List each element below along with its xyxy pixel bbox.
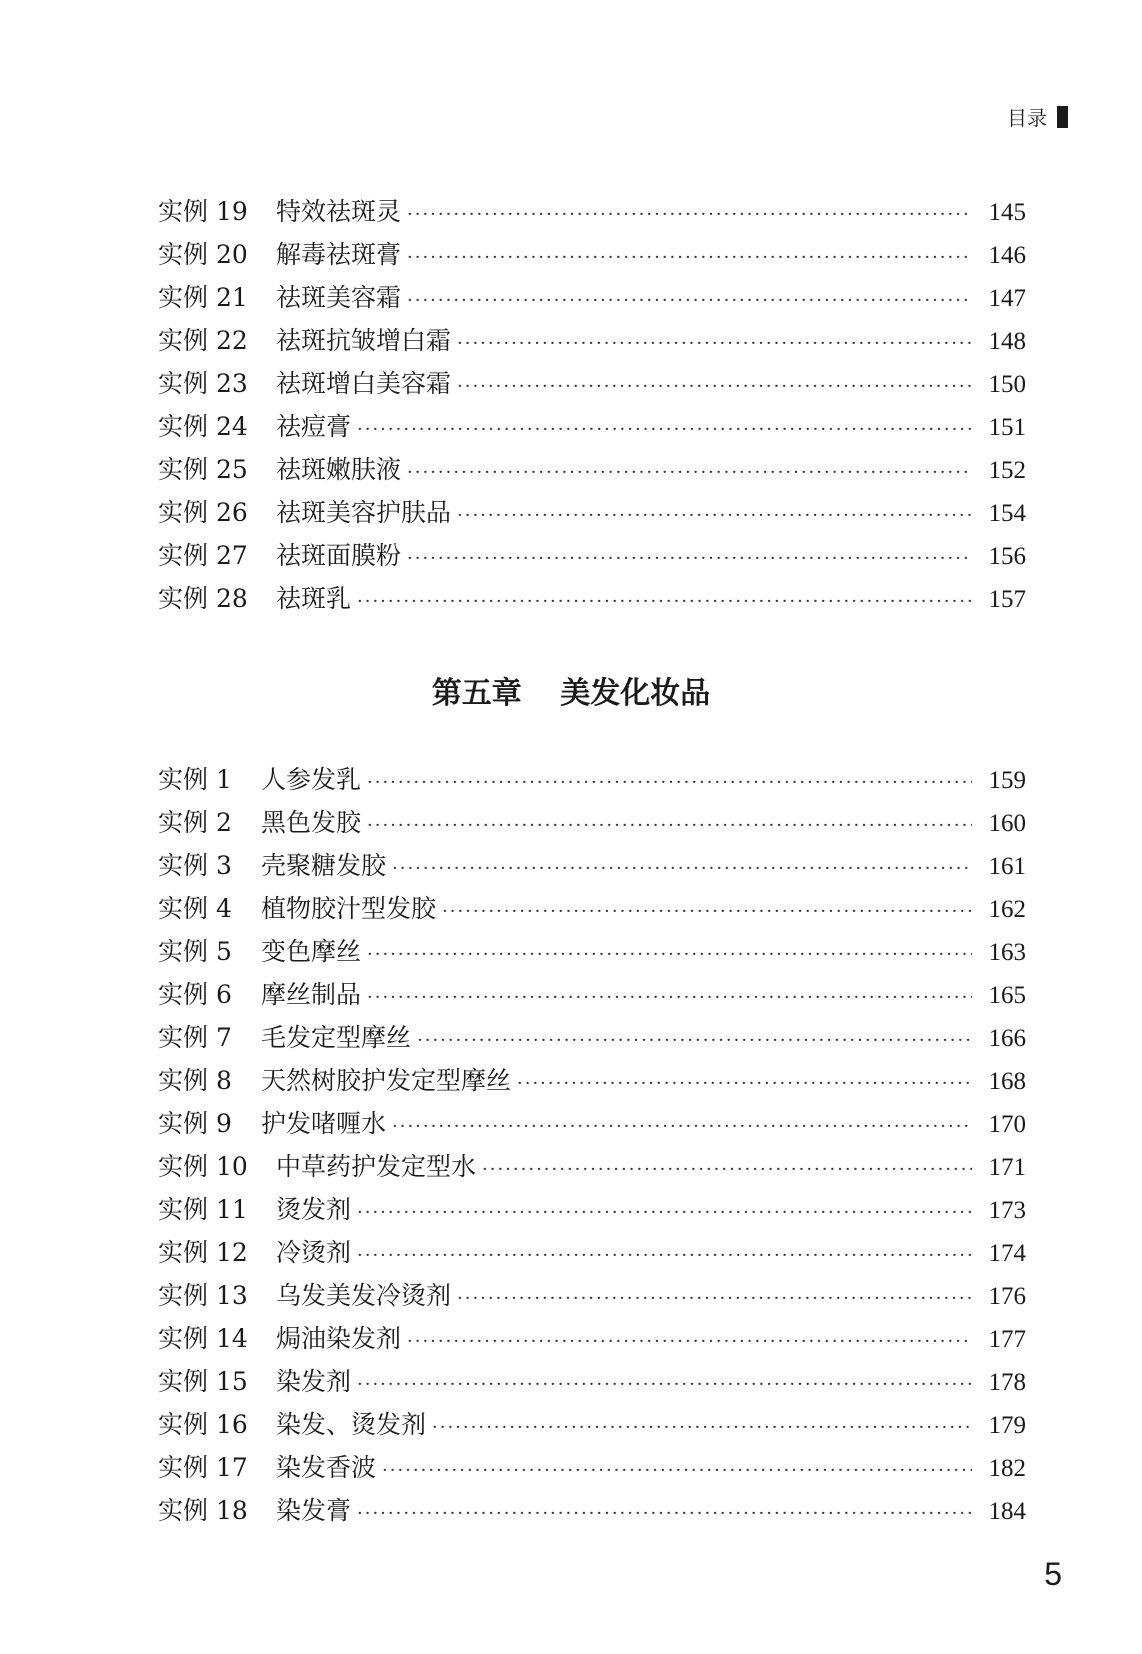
toc-entry[interactable] <box>158 364 1026 407</box>
dot-leader <box>357 1202 972 1223</box>
dot-leader <box>407 204 972 225</box>
entry-number: 实例 8 <box>158 1066 232 1095</box>
entry-title: 毛发定型摩丝 <box>261 1023 412 1052</box>
toc-entry[interactable] <box>158 803 1026 846</box>
dot-leader <box>392 1116 972 1137</box>
entry-number: 实例 15 <box>158 1367 248 1396</box>
dot-leader <box>457 505 972 526</box>
toc-entry[interactable] <box>158 1362 1026 1405</box>
toc-entry[interactable] <box>158 579 1026 622</box>
entry-title: 黑色发胶 <box>261 808 362 837</box>
entry-title: 祛斑美容护肤品 <box>276 498 452 527</box>
entry-page: 162 <box>988 896 1026 923</box>
entry-number: 实例 20 <box>158 240 248 269</box>
toc-entry[interactable] <box>158 321 1026 364</box>
dot-leader <box>357 419 972 440</box>
page-number: 5 <box>1044 1556 1062 1592</box>
dot-leader <box>382 1460 972 1481</box>
running-head <box>1007 102 1068 131</box>
dot-leader <box>367 772 972 793</box>
toc-entry[interactable] <box>158 760 1026 803</box>
entry-page: 163 <box>988 939 1026 966</box>
entry-page: 178 <box>988 1369 1026 1396</box>
toc-entry[interactable] <box>158 192 1026 235</box>
entry-number: 实例 28 <box>158 584 248 613</box>
entry-number: 实例 23 <box>158 369 248 398</box>
entry-number: 实例 18 <box>158 1496 248 1525</box>
entry-page: 173 <box>988 1197 1026 1224</box>
entry-page: 176 <box>988 1283 1026 1310</box>
toc-entry[interactable] <box>158 235 1026 278</box>
entry-page: 154 <box>988 500 1026 527</box>
entry-number: 实例 22 <box>158 326 248 355</box>
entry-number: 实例 16 <box>158 1410 248 1439</box>
entry-page: 160 <box>988 810 1026 837</box>
toc-entry[interactable] <box>158 889 1026 932</box>
entry-number: 实例 4 <box>158 894 232 923</box>
dot-leader <box>517 1073 972 1094</box>
entry-number: 实例 21 <box>158 283 248 312</box>
entry-page: 150 <box>988 371 1026 398</box>
entry-title: 天然树胶护发定型摩丝 <box>261 1066 512 1095</box>
entry-title: 特效祛斑灵 <box>276 197 402 226</box>
running-head-text: 目录 <box>1007 106 1047 130</box>
dot-leader <box>367 815 972 836</box>
entry-number: 实例 25 <box>158 455 248 484</box>
entry-title: 护发啫喱水 <box>261 1109 387 1138</box>
entry-number: 实例 13 <box>158 1281 248 1310</box>
toc-entry[interactable] <box>158 846 1026 889</box>
entry-title: 变色摩丝 <box>261 937 362 966</box>
entry-number: 实例 3 <box>158 851 232 880</box>
entry-title: 染发香波 <box>276 1453 377 1482</box>
entry-number: 实例 24 <box>158 412 248 441</box>
dot-leader <box>357 1374 972 1395</box>
dot-leader <box>457 376 972 397</box>
toc-entry[interactable] <box>158 407 1026 450</box>
running-head-marker <box>1057 106 1068 128</box>
entry-page: 174 <box>988 1240 1026 1267</box>
dot-leader <box>392 858 972 879</box>
entry-title: 摩丝制品 <box>261 980 362 1009</box>
entry-page: 156 <box>988 543 1026 570</box>
entry-number: 实例 14 <box>158 1324 248 1353</box>
toc-entry[interactable] <box>158 1448 1026 1491</box>
toc-entry[interactable] <box>158 1018 1026 1061</box>
toc-entry[interactable] <box>158 1405 1026 1448</box>
dot-leader <box>407 290 972 311</box>
toc-entry[interactable] <box>158 1147 1026 1190</box>
entry-title: 中草药护发定型水 <box>276 1152 477 1181</box>
entry-page: 168 <box>988 1068 1026 1095</box>
entry-title: 烫发剂 <box>276 1195 352 1224</box>
dot-leader <box>357 591 972 612</box>
entry-page: 151 <box>988 414 1026 441</box>
toc-entry[interactable] <box>158 1233 1026 1276</box>
entry-title: 植物胶汁型发胶 <box>261 894 437 923</box>
entry-title: 染发、烫发剂 <box>276 1410 427 1439</box>
dot-leader <box>407 548 972 569</box>
toc-entry[interactable] <box>158 1061 1026 1104</box>
entry-page: 159 <box>988 767 1026 794</box>
dot-leader <box>367 944 972 965</box>
entry-title: 解毒祛斑膏 <box>276 240 402 269</box>
entry-page: 147 <box>988 285 1026 312</box>
dot-leader <box>442 901 972 922</box>
entry-page: 157 <box>988 586 1026 613</box>
entry-page: 148 <box>988 328 1026 355</box>
entry-number: 实例 10 <box>158 1152 248 1181</box>
entry-number: 实例 12 <box>158 1238 248 1267</box>
dot-leader <box>407 462 972 483</box>
dot-leader <box>457 333 972 354</box>
entry-title: 祛斑嫩肤液 <box>276 455 402 484</box>
entry-page: 152 <box>988 457 1026 484</box>
entry-number: 实例 27 <box>158 541 248 570</box>
toc-entry[interactable] <box>158 1190 1026 1233</box>
chapter-title: 第五章 美发化妆品 <box>431 676 711 711</box>
dot-leader <box>357 1245 972 1266</box>
entry-title: 乌发美发冷烫剂 <box>276 1281 452 1310</box>
toc-list-chapter-5 <box>158 760 1026 1534</box>
entry-number: 实例 17 <box>158 1453 248 1482</box>
toc-entry[interactable] <box>158 932 1026 975</box>
entry-number: 实例 11 <box>158 1195 248 1224</box>
entry-page: 161 <box>988 853 1026 880</box>
entry-title: 人参发乳 <box>261 765 362 794</box>
toc-entry[interactable] <box>158 975 1026 1018</box>
entry-page: 171 <box>988 1154 1026 1181</box>
toc-entry[interactable] <box>158 1276 1026 1319</box>
entry-title: 祛斑美容霜 <box>276 283 402 312</box>
dot-leader <box>482 1159 972 1180</box>
dot-leader <box>407 1331 972 1352</box>
entry-title: 染发剂 <box>276 1367 352 1396</box>
entry-title: 冷烫剂 <box>276 1238 352 1267</box>
toc-list-continued <box>158 192 1026 622</box>
entry-number: 实例 7 <box>158 1023 232 1052</box>
entry-page: 179 <box>988 1412 1026 1439</box>
toc-entry[interactable] <box>158 1104 1026 1147</box>
dot-leader <box>407 247 972 268</box>
entry-title: 祛斑面膜粉 <box>276 541 402 570</box>
entry-page: 165 <box>988 982 1026 1009</box>
entry-number: 实例 26 <box>158 498 248 527</box>
entry-page: 145 <box>988 199 1026 226</box>
entry-number: 实例 19 <box>158 197 248 226</box>
dot-leader <box>357 1503 972 1524</box>
dot-leader <box>367 987 972 1008</box>
entry-page: 146 <box>988 242 1026 269</box>
dot-leader <box>432 1417 972 1438</box>
entry-title: 祛斑增白美容霜 <box>276 369 452 398</box>
toc-entry[interactable] <box>158 450 1026 493</box>
entry-number: 实例 6 <box>158 980 232 1009</box>
entry-page: 182 <box>988 1455 1026 1482</box>
entry-number: 实例 9 <box>158 1109 232 1138</box>
entry-title: 壳聚糖发胶 <box>261 851 387 880</box>
dot-leader <box>417 1030 972 1051</box>
entry-title: 焗油染发剂 <box>276 1324 402 1353</box>
toc-entry[interactable] <box>158 493 1026 536</box>
toc-entry[interactable] <box>158 1319 1026 1362</box>
entry-title: 染发膏 <box>276 1496 352 1525</box>
entry-title: 祛斑乳 <box>276 584 352 613</box>
entry-number: 实例 5 <box>158 937 232 966</box>
toc-entry[interactable] <box>158 278 1026 321</box>
entry-page: 184 <box>988 1498 1026 1525</box>
entry-page: 166 <box>988 1025 1026 1052</box>
entry-number: 实例 2 <box>158 808 232 837</box>
entry-page: 177 <box>988 1326 1026 1353</box>
entry-title: 祛斑抗皱增白霜 <box>276 326 452 355</box>
entry-title: 祛痘膏 <box>276 412 352 441</box>
toc-entry[interactable] <box>158 536 1026 579</box>
entry-number: 实例 1 <box>158 765 232 794</box>
entry-page: 170 <box>988 1111 1026 1138</box>
dot-leader <box>457 1288 972 1309</box>
toc-entry[interactable] <box>158 1491 1026 1534</box>
